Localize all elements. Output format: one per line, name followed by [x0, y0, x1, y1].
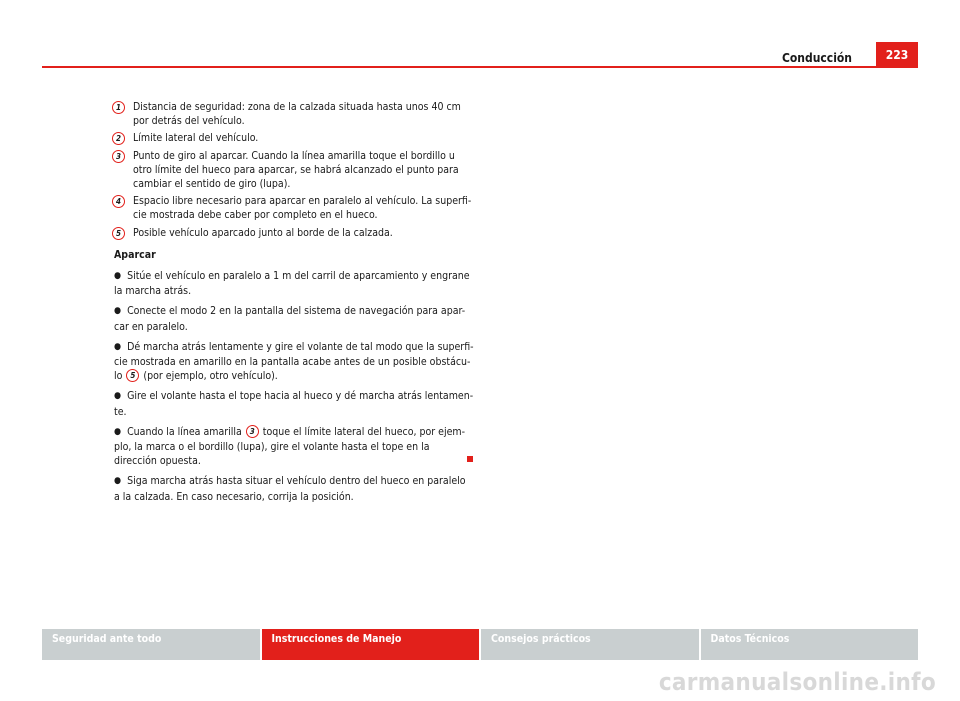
callout-item-2	[114, 131, 474, 145]
bullet-icon: ●	[114, 391, 122, 402]
callout-number-4: 4	[112, 195, 125, 208]
callout-number-5: 5	[112, 227, 125, 240]
tab-datos[interactable]: Datos Técnicos	[701, 629, 919, 660]
watermark-text: carmanualsonline.info	[658, 668, 936, 696]
bullet-icon: ●	[114, 341, 122, 352]
tab-instrucciones[interactable]: Instrucciones de Manejo	[262, 629, 480, 660]
content-column	[114, 100, 474, 510]
page-title: Conducción	[781, 51, 852, 65]
footer-nav	[42, 629, 918, 660]
bullet-icon: ●	[114, 271, 122, 282]
step-6-text: Siga marcha atrás hasta situar el vehículo dentro del hueco en paralelo a la calzada. En caso necesario, corrija la posición.	[114, 475, 466, 503]
callout-list	[114, 100, 474, 240]
callout-text-2: Límite lateral del vehículo.	[133, 132, 259, 145]
step-2-text: Conecte el modo 2 en la pantalla del sistema de navegación para apar- car en paralelo.	[114, 305, 466, 333]
step-4-text: Gire el volante hasta el tope hacia al hueco y dé marcha atrás lentamen- te.	[114, 390, 474, 418]
callout-ref-5: 5	[126, 369, 139, 382]
bullet-icon: ●	[114, 426, 122, 437]
tab-consejos[interactable]: Consejos prácticos	[481, 629, 699, 660]
callout-number-2: 2	[112, 132, 125, 145]
bullet-icon: ●	[114, 476, 122, 487]
page-number-badge: 223	[876, 42, 918, 67]
callout-text-5: Posible vehículo aparcado junto al borde de la calzada.	[133, 226, 393, 239]
callout-number-3: 3	[112, 150, 125, 163]
callout-item-5	[114, 226, 474, 240]
callout-text-3: Punto de giro al aparcar. Cuando la línea amarilla toque el bordillo u otro límite del hueco para aparcar, se habrá alcanzado el punto para cambiar el sentido de giro (lupa).	[133, 149, 459, 191]
callout-text-4: Espacio libre necesario para aparcar en paralelo al vehículo. La superfi- cie mostrada debe caber por completo en el hueco.	[133, 195, 472, 222]
callout-item-4	[114, 194, 474, 222]
step-3-text-b: (por ejemplo, otro vehículo).	[140, 370, 278, 383]
step-3	[114, 340, 474, 384]
step-1-text: Sitúe el vehículo en paralelo a 1 m del carril de aparcamiento y engrane la marcha atrás.	[114, 270, 470, 298]
step-6	[114, 474, 474, 503]
step-5-text-b: toque el límite lateral del hueco, por ejem- plo, la marca o el bordillo (lupa), gire el volante hasta el tope en la dirección opuesta.	[114, 425, 466, 468]
step-2	[114, 304, 474, 333]
section-heading: Aparcar	[114, 248, 156, 261]
step-4	[114, 389, 474, 418]
section-end-marker	[467, 456, 473, 462]
callout-ref-3: 3	[246, 425, 259, 438]
callout-item-1	[114, 100, 474, 128]
callout-number-1: 1	[112, 101, 125, 114]
callout-text-1: Distancia de seguridad: zona de la calzada situada hasta unos 40 cm por detrás del vehículo.	[133, 101, 461, 128]
step-5	[114, 425, 474, 469]
header-rule	[42, 66, 918, 68]
step-5-text-a: Cuando la línea amarilla	[127, 425, 245, 438]
step-3-text-a: Dé marcha atrás lentamente y gire el volante de tal modo que la superfi- cie mostrada en amarillo en la pantalla acabe antes de un posible obstácu- lo	[114, 340, 474, 383]
bullet-icon: ●	[114, 306, 122, 317]
tab-seguridad[interactable]: Seguridad ante todo	[42, 629, 260, 660]
step-1	[114, 269, 474, 298]
callout-item-3	[114, 149, 474, 192]
